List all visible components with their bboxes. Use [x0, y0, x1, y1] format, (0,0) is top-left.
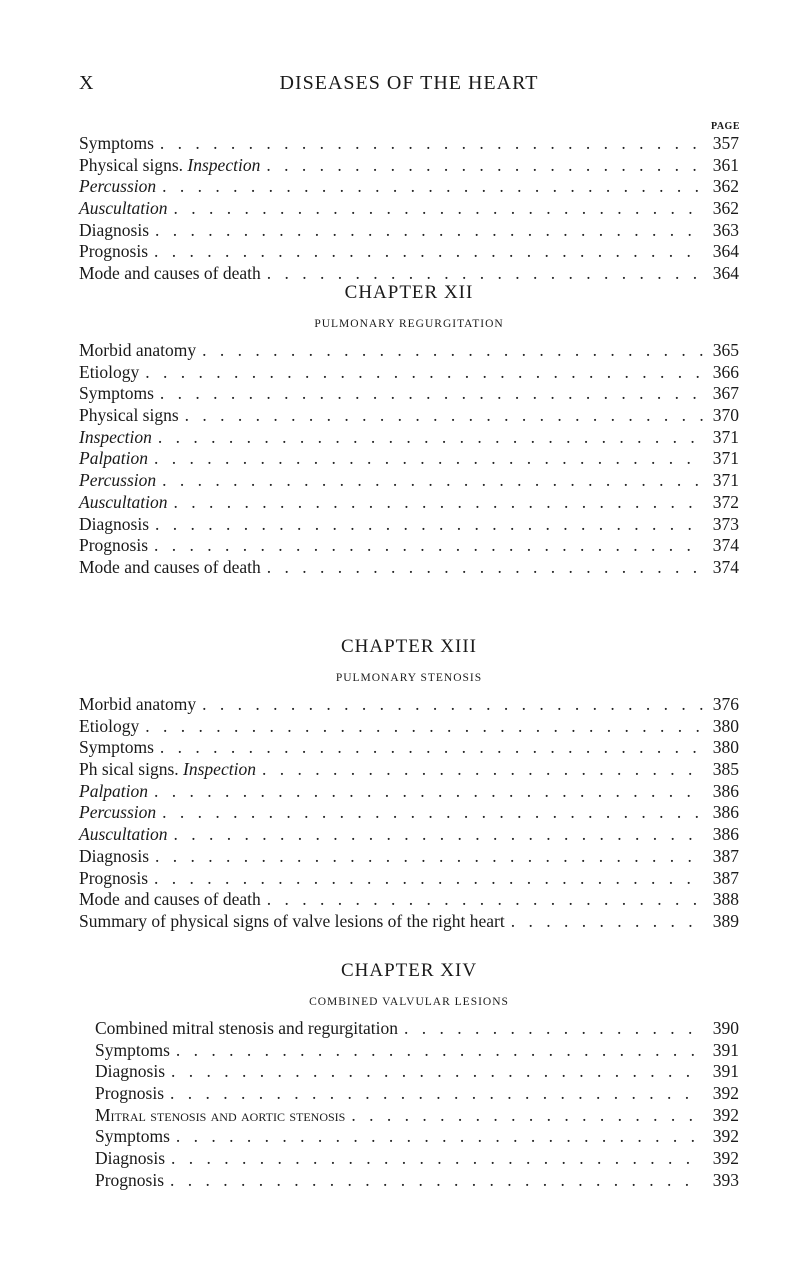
toc-page-number: 391 — [712, 1061, 739, 1082]
toc-entry — [79, 535, 739, 557]
toc-entry — [79, 155, 739, 177]
toc-entry — [79, 514, 739, 536]
dot-leader — [148, 868, 703, 889]
dot-leader — [154, 383, 703, 404]
dot-leader — [149, 846, 703, 867]
toc-entry — [79, 911, 739, 933]
toc-entry-label: Physical signs — [79, 405, 179, 426]
toc-entry-label: Auscultation — [79, 198, 168, 219]
toc-page-number: 387 — [712, 867, 739, 888]
dot-leader — [156, 176, 703, 197]
toc-entry — [79, 383, 739, 405]
dot-leader — [148, 535, 703, 556]
dot-leader — [196, 694, 703, 715]
toc-page-number: 364 — [712, 263, 739, 284]
chapter-title: CHAPTER XII — [344, 282, 474, 303]
toc-entry — [79, 1018, 739, 1040]
toc-entry — [79, 868, 739, 890]
toc-entry — [79, 716, 739, 738]
toc-entry-label: Percussion — [79, 176, 157, 197]
toc-entry — [79, 241, 739, 263]
dot-leader — [165, 1061, 703, 1082]
dot-leader — [167, 492, 703, 513]
toc-entry — [79, 470, 739, 492]
toc-entry — [79, 1083, 739, 1105]
toc-entry-label: Summary of physical signs of valve lesions of the right heart — [79, 910, 505, 931]
toc-entry — [79, 448, 739, 470]
dot-leader — [164, 1083, 703, 1104]
toc-entry-label: Palpation — [79, 448, 149, 469]
dot-leader — [256, 759, 703, 780]
toc-page-number: 357 — [712, 133, 739, 153]
toc-entry-label: Prognosis — [79, 241, 149, 262]
dot-leader — [139, 362, 703, 383]
dot-leader — [260, 155, 703, 176]
toc-entry — [79, 1170, 739, 1192]
toc-entry-label: Prognosis — [95, 1169, 165, 1190]
toc-entry-label: Symptoms — [79, 383, 154, 404]
dot-leader — [345, 1105, 703, 1126]
toc-entry-label: Prognosis — [79, 867, 149, 888]
toc-entry — [79, 133, 739, 155]
toc-page-number: 380 — [712, 715, 739, 736]
toc-section — [79, 340, 739, 579]
toc-section — [79, 1018, 739, 1192]
toc-page-number: 365 — [712, 340, 739, 360]
toc-entry-label: Diagnosis — [95, 1148, 165, 1169]
toc-entry-label: Physical signs. Inspection — [79, 154, 261, 175]
toc-entry — [79, 405, 739, 427]
toc-entry-label: Auscultation — [79, 491, 168, 512]
toc-entry-label: Diagnosis — [79, 845, 149, 866]
dot-leader — [261, 889, 703, 910]
toc-page-number: 393 — [712, 1169, 739, 1190]
toc-entry — [79, 427, 739, 449]
dot-leader — [148, 448, 703, 469]
toc-entry — [79, 781, 739, 803]
toc-section-continued — [79, 133, 739, 285]
toc-page-number: 370 — [712, 405, 739, 426]
toc-entry-label: Ph sical signs. Inspection — [79, 759, 256, 780]
toc-entry — [79, 1126, 739, 1148]
toc-entry-label: Morbid anatomy — [79, 340, 197, 360]
dot-leader — [179, 405, 703, 426]
toc-entry — [79, 1105, 739, 1127]
running-title: DISEASES OF THE HEART — [279, 72, 539, 94]
dot-leader — [154, 133, 703, 154]
toc-entry-label: Percussion — [79, 470, 157, 491]
toc-entry — [79, 176, 739, 198]
toc-entry — [79, 802, 739, 824]
toc-page-number: 392 — [712, 1083, 739, 1104]
chapter-title: CHAPTER XIII — [340, 636, 478, 657]
running-header — [79, 72, 739, 102]
toc-page-number: 361 — [712, 154, 739, 175]
toc-page-number: 386 — [712, 824, 739, 845]
toc-page-number: 392 — [712, 1104, 739, 1125]
toc-entry-label: Mode and causes of death — [79, 263, 261, 284]
page-number-roman: X — [79, 72, 94, 94]
toc-entry-label: Symptoms — [79, 133, 154, 153]
dot-leader — [148, 781, 703, 802]
dot-leader — [167, 824, 703, 845]
toc-entry — [79, 220, 739, 242]
chapter-subtitle: PULMONARY REGURGITATION — [314, 318, 504, 330]
toc-page-number: 366 — [712, 361, 739, 382]
toc-page-number: 392 — [712, 1126, 739, 1147]
toc-entry-label: Etiology — [79, 361, 140, 382]
toc-page-number: 392 — [712, 1148, 739, 1169]
toc-entry — [79, 1061, 739, 1083]
toc-page-number: 374 — [712, 535, 739, 556]
dot-leader — [152, 427, 703, 448]
chapter-subtitle: COMBINED VALVULAR LESIONS — [309, 996, 509, 1008]
toc-entry-label: Diagnosis — [95, 1061, 165, 1082]
dot-leader — [196, 340, 703, 361]
toc-page-number: 371 — [712, 470, 739, 491]
toc-entry — [79, 824, 739, 846]
toc-page-number: 376 — [712, 694, 739, 714]
toc-page-number: 371 — [712, 448, 739, 469]
toc-page-number: 367 — [712, 383, 739, 404]
chapter-subtitle: PULMONARY STENOSIS — [335, 672, 483, 684]
toc-entry-label: Mitral stenosis and aortic stenosis — [95, 1104, 346, 1125]
dot-leader — [398, 1018, 703, 1039]
toc-page-number: 371 — [712, 426, 739, 447]
toc-entry-label: Prognosis — [79, 535, 149, 556]
toc-entry-label: Inspection — [79, 426, 152, 447]
dot-leader — [164, 1170, 703, 1191]
dot-leader — [170, 1040, 703, 1061]
toc-entry — [79, 737, 739, 759]
toc-page-number: 389 — [712, 910, 739, 931]
toc-entry-label: Morbid anatomy — [79, 694, 197, 714]
dot-leader — [149, 220, 703, 241]
dot-leader — [139, 716, 703, 737]
dot-leader — [154, 737, 703, 758]
page-column-label: PAGE — [710, 121, 740, 132]
toc-entry-label: Percussion — [79, 802, 157, 823]
toc-entry-label: Mode and causes of death — [79, 889, 261, 910]
toc-page-number: 374 — [712, 556, 739, 577]
toc-entry — [79, 557, 739, 579]
toc-section — [79, 694, 739, 933]
dot-leader — [165, 1148, 703, 1169]
toc-entry — [79, 846, 739, 868]
dot-leader — [167, 198, 703, 219]
toc-page-number: 387 — [712, 845, 739, 866]
toc-page-number: 388 — [712, 889, 739, 910]
toc-entry — [79, 362, 739, 384]
toc-entry — [79, 340, 739, 362]
toc-page-number: 385 — [712, 759, 739, 780]
toc-entry — [79, 1040, 739, 1062]
toc-entry-label: Diagnosis — [79, 513, 149, 534]
toc-page-number: 391 — [712, 1039, 739, 1060]
toc-entry-label: Prognosis — [95, 1083, 165, 1104]
toc-entry — [79, 759, 739, 781]
toc-page-number: 386 — [712, 802, 739, 823]
toc-page-number: 362 — [712, 198, 739, 219]
toc-entry-label: Symptoms — [79, 737, 154, 758]
toc-entry — [79, 492, 739, 514]
dot-leader — [156, 802, 703, 823]
dot-leader — [156, 470, 703, 491]
toc-entry-label: Palpation — [79, 780, 149, 801]
toc-entry — [79, 1148, 739, 1170]
dot-leader — [505, 911, 703, 932]
chapter-title: CHAPTER XIV — [340, 960, 478, 981]
toc-entry-label: Mode and causes of death — [79, 556, 261, 577]
toc-entry-label: Diagnosis — [79, 219, 149, 240]
toc-entry — [79, 198, 739, 220]
toc-entry-label: Symptoms — [95, 1126, 170, 1147]
toc-entry — [79, 694, 739, 716]
toc-entry-label: Symptoms — [95, 1039, 170, 1060]
toc-page-number: 373 — [712, 513, 739, 534]
toc-page-number: 390 — [712, 1018, 739, 1038]
toc-page-number: 380 — [712, 737, 739, 758]
toc-entry-label: Combined mitral stenosis and regurgitation — [95, 1018, 398, 1038]
toc-page-number: 372 — [712, 491, 739, 512]
dot-leader — [261, 557, 703, 578]
dot-leader — [261, 263, 703, 284]
toc-page-number: 363 — [712, 219, 739, 240]
dot-leader — [149, 514, 703, 535]
toc-entry-label: Auscultation — [79, 824, 168, 845]
toc-page-number: 364 — [712, 241, 739, 262]
toc-page-number: 362 — [712, 176, 739, 197]
toc-page-number: 386 — [712, 780, 739, 801]
dot-leader — [148, 241, 703, 262]
toc-entry — [79, 889, 739, 911]
toc-entry-label: Etiology — [79, 715, 140, 736]
dot-leader — [170, 1126, 703, 1147]
